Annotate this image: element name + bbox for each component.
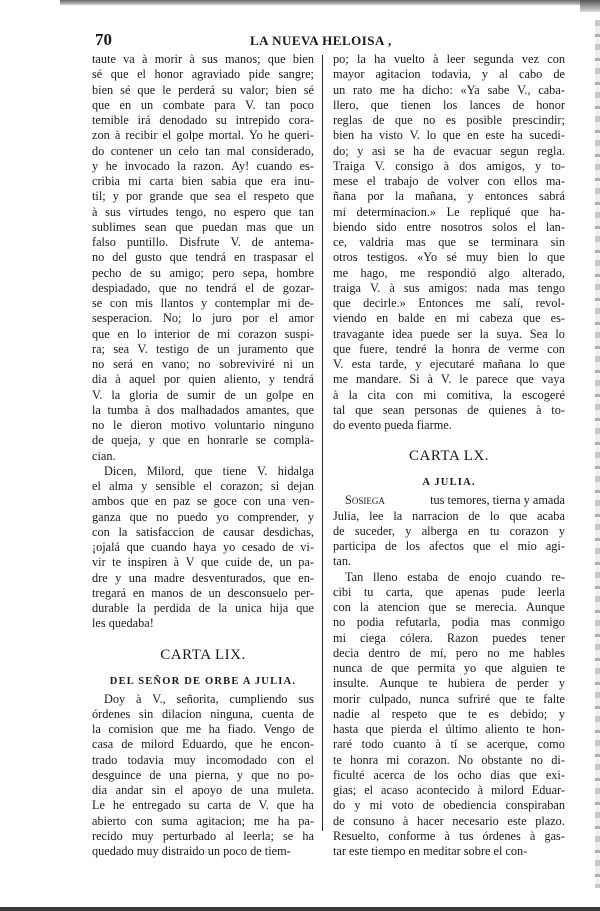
text-line: do y mi voto de obediencia conspiraban [333,798,565,813]
text-line: bien sé que le perderá su valor; bien sé [92,82,314,97]
text-line: que en lo interior de mi corazon suspi- [92,326,314,341]
letter-heading: CARTA LIX. [160,646,246,663]
text-line: temible irá denodado su intrepido cora- [92,113,314,127]
text-line: participa de los afectos que el mio agi- [333,539,565,553]
page-bottom-edge [0,907,600,911]
text-line: Doy à V., señorita, cumpliendo sus [104,691,314,706]
text-line: dia andar sin el apoyo de una muleta. [92,783,314,797]
text-line: recido muy perturbado al leerla; se ha [92,828,314,843]
page-top-edge-shadow [60,0,600,5]
text-line: un rato me ha dicho: «Ya sabe V., caba- [333,82,565,97]
text-line: mese el trabajo de volver con ellos ma- [333,174,565,188]
text-line: Le he entregado su carta de V. que ha [92,798,314,813]
opening-word: Sosiega [345,493,385,508]
text-line: casa de milord Eduardo, que he encon- [92,737,314,752]
text-line: con la satisfaccion de causar desdichas, [92,524,314,539]
text-line: el alma y sensible el corazon; si dejan [92,479,314,493]
letter-heading: CARTA LX. [409,448,489,465]
text-line: y he invocado la razon. Ay! cuando es- [92,158,314,173]
text-line: ambos que en paz se goce con una ven- [92,494,314,509]
column-divider [322,55,323,831]
text-line: me mandare. Si à V. le parece que vaya [333,372,565,387]
letter-subheading: A JULIA. [422,477,476,489]
text-line: vir te inspiren à V que cuide de, un pa- [92,555,314,570]
text-line: abierto con suma agitacion; me ha pa- [92,813,314,828]
text-line: que decirle.» Entonces me salí, revol- [333,296,565,310]
text-line: po; la ha vuelto à leer segunda vez con [333,52,565,66]
text-line: trado todavia muy incomodado con el [92,752,314,767]
text-line: gias; el acaso acontecido à milord Eduar- [333,783,565,797]
text-line: Resuelto, conforme à tus órdenes à gas- [333,828,565,843]
text-line: durable la perdida de la unica hija que [92,601,314,615]
text-line: que fuere, tendré la honra de verme con [333,341,565,356]
text-line: do contener un celo tan mal considerado, [92,143,314,158]
text-line: sesperacion. No; lo juro por el amor [92,311,314,326]
text-line: la comision que me ha fiado. Vengo de [92,722,314,736]
text-line: no le dieron motivo voluntario ninguno [92,418,314,432]
text-line: ficulté acerca de los ocho dias que exi- [333,767,565,782]
text-line: tal que sean personas de quienes à to- [333,402,565,417]
text-line: ñana por la mañana, y entonces sabrá [333,189,565,204]
page-corner-shadow [580,0,600,12]
text-line: mayor agitacion todavia, y al cabo de [333,67,565,82]
text-line: con la atencion que se merecia. Aunque [333,600,565,614]
text-line: tan. [333,554,352,569]
text-line: dia à aquel por quien aliento, y tendrá [92,372,314,387]
text-line: Julia, lee la narracion de lo que acaba [333,508,565,523]
left-column [92,52,314,859]
text-line: à sus virtudes tengo, no espero que tan [92,204,314,219]
text-line: quedado muy distraido un poco de tiem- [92,844,291,858]
text-line: taute va à morir à sus manos; que bien [92,52,314,66]
text-line: mi ciega cólera. Razon puedes tener [333,630,565,645]
text-line [333,493,565,508]
text-line: llero, que tienen los lances de honor [333,97,565,112]
text-line: zon à recibir el golpe mortal. Yo he queri- [92,128,314,143]
text-line: no será en vano; no sobreviviré ni un [92,357,314,371]
text-line: no del gusto que tendrá en traspasar el [92,250,314,265]
text-line: que en un combate para V. tan poco [92,97,314,112]
text-line: hasta que pierda el último aliento te hon- [333,722,565,736]
page-right-edge [595,20,600,888]
page-number: 70 [95,30,112,49]
text-line: ¡ojalá que cuando haya yo cesado de vi- [92,540,314,554]
text-line: dre y una madre desventurados, que en- [92,570,314,585]
text-line: biendo sido entre nosotros solos el lan- [333,219,565,234]
text-line: me hago, me respondió algo alterado, [333,265,565,280]
text-line: no podia refutarla, podia mas conmigo [333,615,565,630]
text-line: bien ha visto V. lo que en este ha sucedi- [333,128,565,143]
text-line: V. la gloria de sumir de un golpe en [92,387,314,402]
text-line: V. esta tarde, y ejecutaré mañana lo que [333,357,565,371]
text-line: ganza que no puedo yo comprender, y [92,509,314,524]
text-line: cribia mi carta bien sabia que era inu- [92,174,314,188]
text-line: ra; sea V. testigo de un juramento que [92,341,314,356]
right-column [333,52,565,859]
text-line: nadie al respeto que te es debido; y [333,706,565,721]
text-line: do evento pueda fiarme. [333,418,452,432]
text-line: ce, valdria mas que se terminara sin [333,235,565,249]
text-line: decia dentro de mí, pero no me hables [333,645,565,660]
paragraph [92,52,314,464]
text-line: otros testigos. «Yo sé muy bien lo que [333,250,565,265]
text-line: Tan lleno estaba de enojo cuando re- [345,569,565,584]
text-line: viendo en balde en mi cabeza que es- [333,311,565,326]
text-line: sublimes sean que puedan mas que un [92,219,314,234]
paragraph [92,692,314,860]
text-line: Traiga V. consigo à dos amigos, y to- [333,158,565,173]
text-line: à la cita con mi comitiva, la escogeré [333,387,565,402]
text-line: sé que el honor agraviado pide sangre; [92,67,314,82]
text-line: nunca de que permita yo que alguien te [333,661,565,675]
line-text: tus temores, tierna y amada [430,493,565,508]
letter-subheading: DEL SEÑOR DE ORBE A JULIA. [109,675,297,687]
text-line: pecho de su amigo; pero sepa, hombre [92,265,314,280]
text-line: mi determinacion.» Le repliqué que ha- [333,204,565,219]
text-line: de consuno à hacer necesario este plazo. [333,813,565,828]
text-line: tregará en manos de un desconsuelo per- [92,585,314,600]
text-line: órdenes sin dilacion ninguna, cuenta de [92,706,314,721]
text-line: les quedaba! [92,616,154,631]
text-line: do; y asi se ha de evacuar segun regla. [333,143,565,158]
text-line: Dicen, Milord, que tiene V. hidalga [104,463,314,478]
text-line: tar este tiempo en meditar sobre el con- [333,844,528,858]
text-line: se con mis llantos y contemplar mi de- [92,296,314,310]
text-line: traiga V. à sus amigos: nada mas tengo [333,280,565,295]
text-line: morir culpado, nunca sufriré que te falte [333,691,565,706]
text-line: de queja, y que en honrarle se compla- [92,433,314,448]
paragraph [92,464,314,632]
paragraph [333,493,565,569]
text-line: raré todo cuanto à tí se acerque, como [333,737,565,752]
paragraph [333,52,565,433]
running-title: LA NUEVA HELOISA , [250,33,392,48]
text-line: despiadado, que no tendrá el de gozar- [92,280,314,295]
text-line: de suceder, y alberga en tu corazon y [333,523,565,538]
text-line: cibi tu carta, que apenas pude leerla [333,584,565,599]
text-line: la tumba à dos malhadados amantes, que [92,402,314,417]
text-line: til; y por grande que sea el respeto que [92,189,314,204]
text-line: desguince de una pierna, y que no po- [92,767,314,782]
text-line: cian. [92,448,116,463]
text-line: falso puntillo. Disfrute V. de antema- [92,235,314,249]
paragraph [333,570,565,860]
text-line: te honra mi corazon. No obstante no di- [333,752,565,767]
text-line: travagante idea puede ser la suya. Sea lo [333,326,565,341]
text-line: insulte. Aunque te hubiera de perder y [333,676,565,691]
paragraph-body [333,509,565,570]
text-line: reglas de que no es posible prescindir; [333,113,565,127]
